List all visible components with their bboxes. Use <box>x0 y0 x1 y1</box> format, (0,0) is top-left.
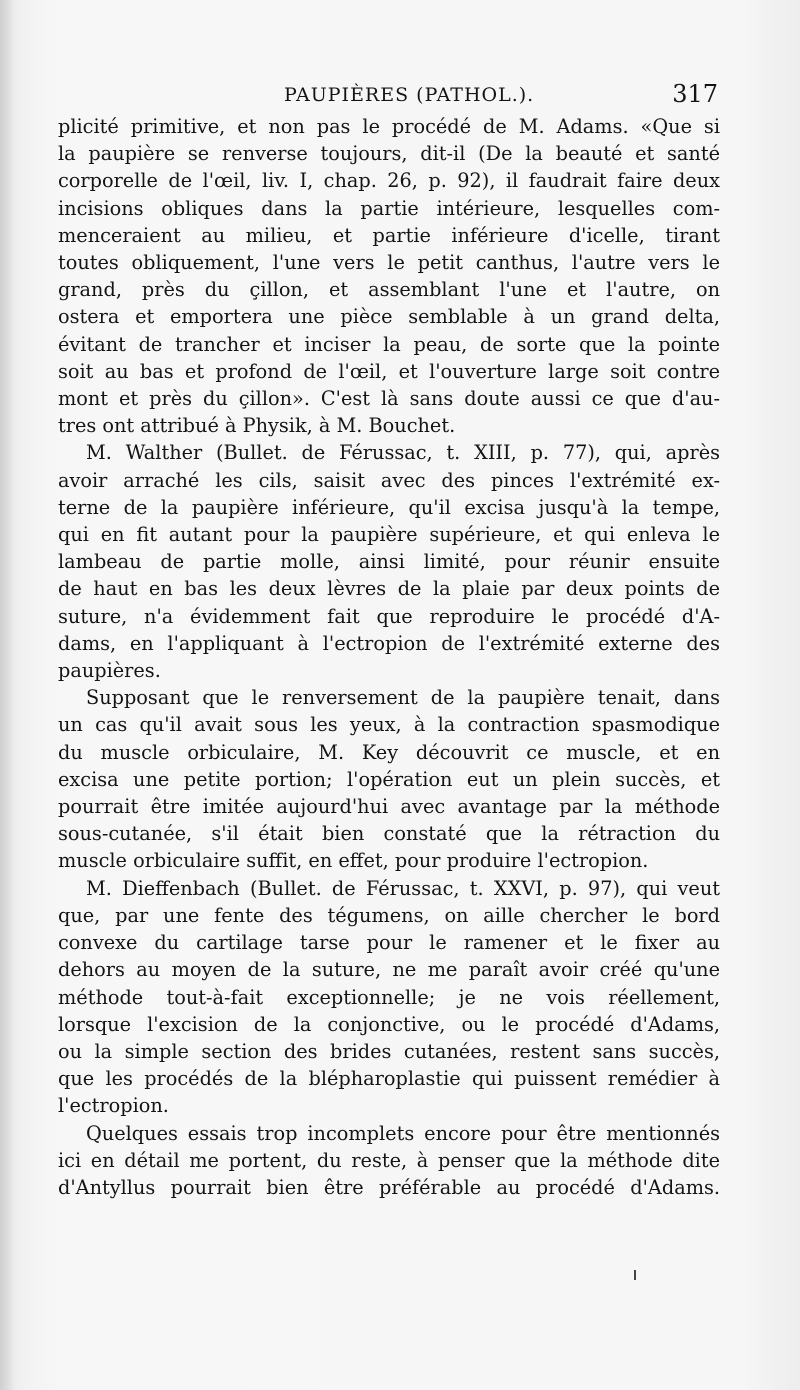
text-line: pourrait être imitée aujourd'hui avec avantage par la méthode <box>58 795 720 819</box>
text-line: soit au bas et profond de l'œil, et l'ouverture large soit contre <box>58 359 720 383</box>
paragraph-4 <box>58 875 720 1120</box>
text-line: Quelques essais trop incomplets encore pour être mentionnés <box>86 1121 720 1145</box>
text-line: ou la simple section des brides cutanées, restent sans succès, <box>58 1039 720 1063</box>
paragraph-5 <box>58 1120 720 1202</box>
text-line: Supposant que le renversement de la paupière tenait, dans <box>86 686 720 710</box>
text-line: évitant de trancher et inciser la peau, de sorte que la pointe <box>58 332 720 356</box>
text-line: l'ectropion. <box>58 1094 169 1118</box>
text-line: du muscle orbiculaire, M. Key découvrit ce muscle, et en <box>58 740 720 764</box>
text-line: M. Walther (Bullet. de Férussac, t. XIII, p. 77), qui, après <box>86 441 720 465</box>
text-line: avoir arraché les cils, saisit avec des pinces l'extrémité ex- <box>58 468 720 492</box>
paragraph-1 <box>58 113 720 439</box>
text-line: lambeau de partie molle, ainsi limité, pour réunir ensuite <box>58 550 720 574</box>
text-line: sous-cutanée, s'il était bien constaté que la rétraction du <box>58 822 720 846</box>
body-text <box>58 113 720 1201</box>
text-line: d'Antyllus pourrait bien être préférable au procédé d'Adams. <box>58 1175 720 1199</box>
text-line: ostera et emportera une pièce semblable à un grand delta, <box>58 305 720 329</box>
text-line: paupières. <box>58 659 161 683</box>
text-line: que, par une fente des tégumens, on aille chercher le bord <box>58 903 720 927</box>
text-line: mont et près du çillon». C'est là sans doute aussi ce que d'au- <box>58 387 720 411</box>
text-line: grand, près du çillon, et assemblant l'une et l'autre, on <box>58 278 720 302</box>
text-line: tres ont attribué à Physik, à M. Bouchet. <box>58 414 456 438</box>
text-line: dehors au moyen de la suture, ne me paraît avoir créé qu'une <box>58 958 720 982</box>
running-head: PAUPIÈRES (PATHOL.). <box>284 84 535 106</box>
text-line: suture, n'a évidemment fait que reproduire le procédé d'A- <box>58 604 720 628</box>
text-line: que les procédés de la blépharoplastie qui puissent remédier à <box>58 1067 720 1091</box>
page-number: 317 <box>672 80 718 108</box>
text-line: convexe du cartilage tarse pour le ramener et le fixer au <box>58 931 720 955</box>
text-line: un cas qu'il avait sous les yeux, à la contraction spasmodique <box>58 713 720 737</box>
text-line: lorsque l'excision de la conjonctive, ou le procédé d'Adams, <box>58 1012 720 1036</box>
text-line: dams, en l'appliquant à l'ectropion de l'extrémité externe des <box>58 631 720 655</box>
page-header <box>58 80 718 112</box>
stray-ink-mark <box>634 1270 636 1280</box>
gutter-shadow <box>0 0 14 1390</box>
text-line: toutes obliquement, l'une vers le petit canthus, l'autre vers le <box>58 251 720 275</box>
text-line: corporelle de l'œil, liv. I, chap. 26, p. 92), il faudrait faire deux <box>58 169 720 193</box>
text-line: menceraient au milieu, et partie inférieure d'icelle, tirant <box>58 223 720 247</box>
text-line: de haut en bas les deux lèvres de la plaie par deux points de <box>58 577 720 601</box>
text-line: incisions obliques dans la partie intérieure, lesquelles com- <box>58 196 720 220</box>
text-line: muscle orbiculaire suffit, en effet, pour produire l'ectropion. <box>58 849 649 873</box>
text-line: terne de la paupière inférieure, qu'il excisa jusqu'à la tempe, <box>58 495 720 519</box>
paragraph-3 <box>58 684 720 874</box>
text-line: qui en fit autant pour la paupière supérieure, et qui enleva le <box>58 523 720 547</box>
text-line: la paupière se renverse toujours, dit-il (De la beauté et santé <box>58 142 720 166</box>
paragraph-2 <box>58 439 720 684</box>
text-line: M. Dieffenbach (Bullet. de Férussac, t. XXVI, p. 97), qui veut <box>86 876 720 900</box>
text-line: plicité primitive, et non pas le procédé de M. Adams. «Que si <box>58 115 720 138</box>
text-line: méthode tout-à-fait exceptionnelle; je ne vois réellement, <box>58 985 720 1009</box>
text-line: ici en détail me portent, du reste, à penser que la méthode dite <box>58 1148 720 1172</box>
text-line: excisa une petite portion; l'opération eut un plein succès, et <box>58 767 720 791</box>
